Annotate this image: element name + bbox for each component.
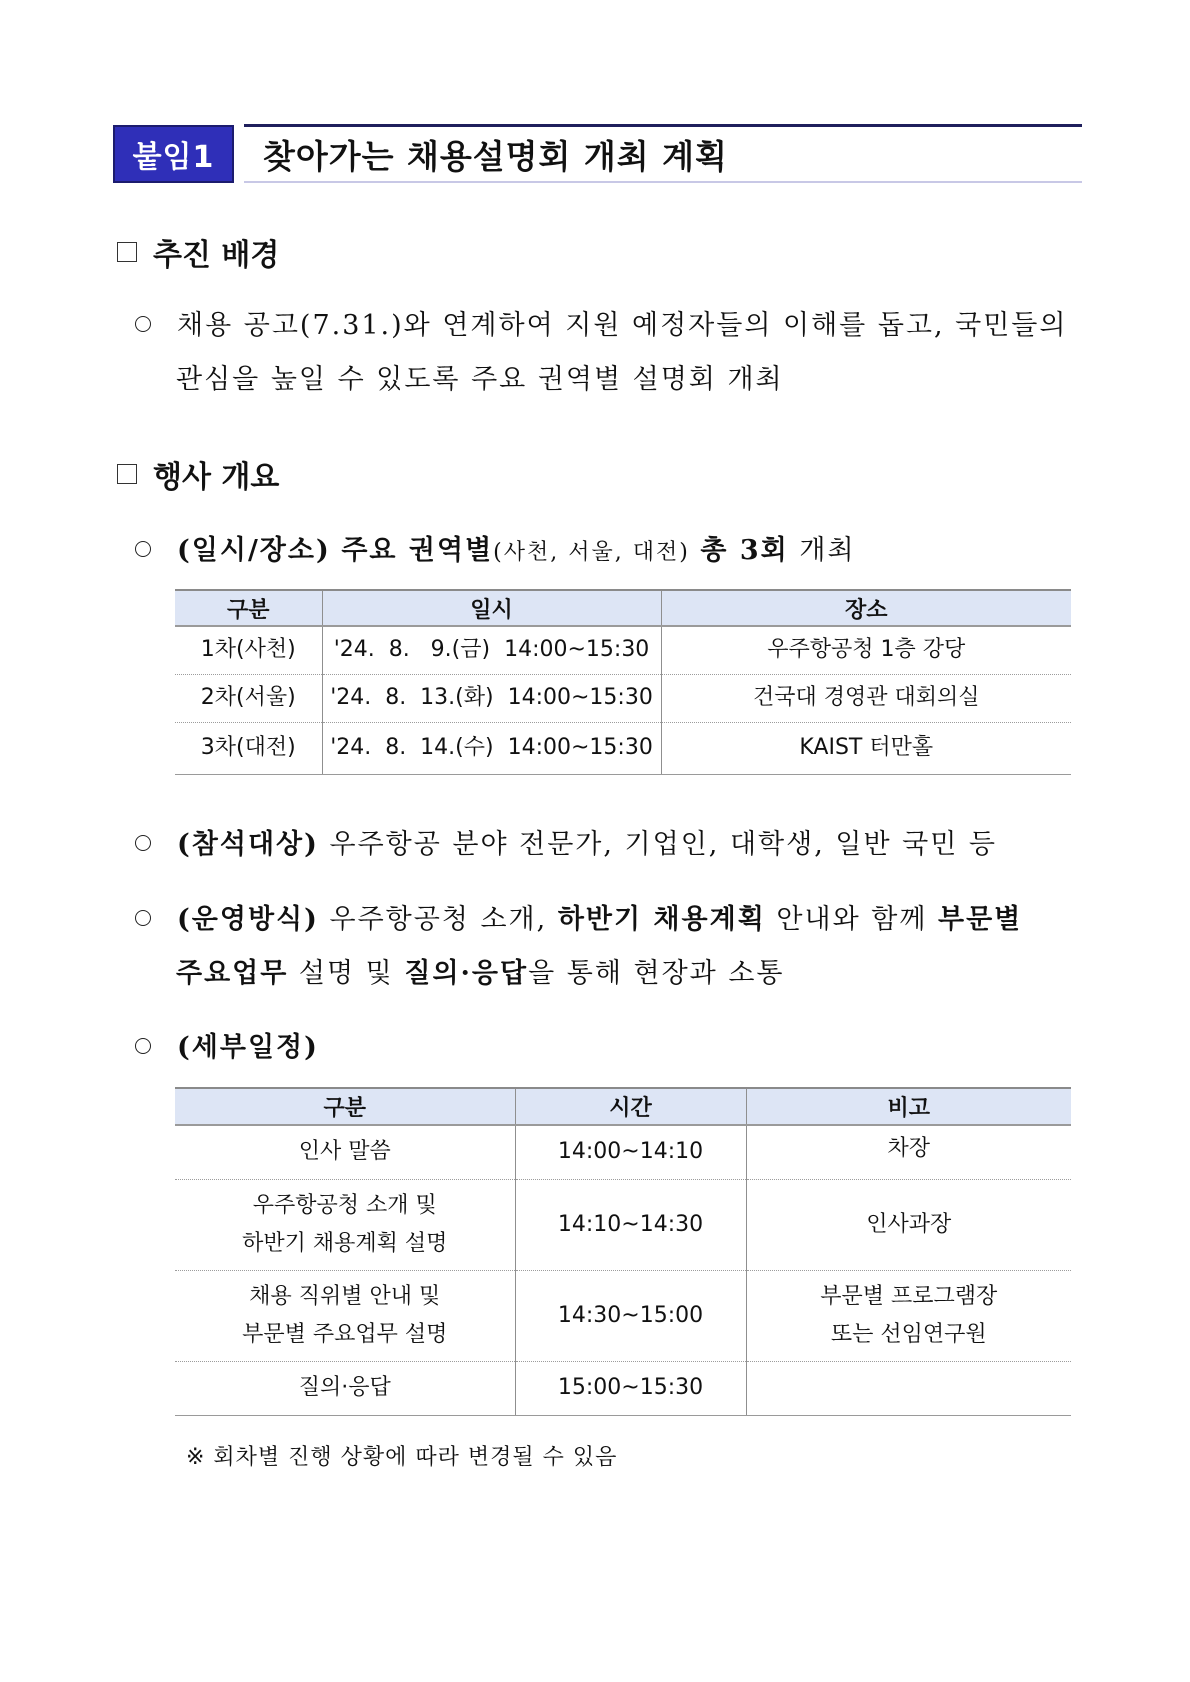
background-line-2: 관심을 높일 수 있도록 주요 권역별 설명회 개최 [176, 364, 784, 395]
table-row [175, 1179, 1071, 1270]
cell-line: 채용 직위별 안내 및 [249, 1283, 441, 1309]
table-header-row [175, 1088, 1071, 1125]
attachment-badge [113, 125, 234, 183]
schedule-bold-text: 주요 권역별 [341, 535, 494, 566]
operation-bold-1: 하반기 채용계획 [557, 904, 766, 935]
attendees-text: 우주항공 분야 전문가, 기업인, 대학생, 일반 국민 등 [329, 829, 997, 860]
operation-text-2: 안내와 함께 [776, 904, 928, 935]
attendees-label: (참석대상) [177, 829, 319, 860]
section-heading-text: 추진 배경 [153, 238, 280, 273]
table-cell: 인사과장 [746, 1179, 1071, 1270]
title-rule-top [244, 124, 1082, 127]
detail-schedule-label: (세부일정) [177, 1032, 319, 1063]
detail-schedule-bullet [135, 1025, 319, 1064]
table-cell: '24. 8. 14.(수) 14:00~15:30 [322, 722, 661, 774]
table-row [175, 722, 1071, 774]
table-cell: 1차(사천) [175, 626, 322, 674]
table-cell: '24. 8. 9.(금) 14:00~15:30 [322, 626, 661, 674]
table-cell: 질의·응답 [175, 1361, 515, 1415]
attendees-bullet [135, 822, 997, 861]
cell-line: 부문별 프로그램장 [820, 1283, 998, 1309]
schedule-count: 총 3회 [700, 535, 789, 566]
table-cell: 14:00~14:10 [515, 1125, 746, 1179]
operation-line-2 [176, 951, 785, 990]
operation-bold-4: 질의·응답 [404, 958, 529, 989]
schedule-regions: (사천, 서울, 대전) [493, 540, 690, 565]
attachment-badge-label: 붙임1 [132, 140, 215, 175]
circle-bullet-icon [135, 835, 151, 851]
checkbox-square-icon [117, 242, 137, 262]
schedule-label: (일시/장소) [177, 535, 331, 566]
table-header-row [175, 590, 1071, 626]
header-cell: 구분 [175, 1088, 515, 1125]
table-row [175, 1361, 1071, 1415]
table-row [175, 626, 1071, 674]
header-cell: 장소 [661, 590, 1071, 626]
header-cell: 비고 [746, 1088, 1071, 1125]
section-heading-background [117, 230, 279, 274]
operation-text-1: 우주항공청 소개, [329, 904, 548, 935]
circle-bullet-icon [135, 910, 151, 926]
title-rule-bottom [244, 181, 1082, 183]
table-cell [746, 1270, 1071, 1361]
table-cell: '24. 8. 13.(화) 14:00~15:30 [322, 674, 661, 722]
table-cell: 인사 말씀 [175, 1125, 515, 1179]
footnote: ※ 회차별 진행 상황에 따라 변경될 수 있음 [186, 1445, 618, 1470]
operation-bullet [135, 897, 1022, 936]
table-cell: 14:10~14:30 [515, 1179, 746, 1270]
table-row [175, 1270, 1071, 1361]
table-cell: 차장 [746, 1125, 1071, 1179]
circle-bullet-icon [135, 541, 151, 557]
table-cell: 2차(서울) [175, 674, 322, 722]
table-cell [175, 1179, 515, 1270]
table-cell: 우주항공청 1층 강당 [661, 626, 1071, 674]
background-line-1: 채용 공고(7.31.)와 연계하여 지원 예정자들의 이해를 돕고, 국민들의 [177, 310, 1068, 341]
cell-line: 부문별 주요업무 설명 [242, 1321, 448, 1347]
venue-table [175, 589, 1071, 775]
circle-bullet-icon [135, 1038, 151, 1054]
page-title: 찾아가는 채용설명회 개최 계획 [263, 137, 728, 176]
schedule-bullet [135, 528, 856, 567]
table-cell: 건국대 경영관 대회의실 [661, 674, 1071, 722]
table-cell: 14:30~15:00 [515, 1270, 746, 1361]
table-cell [746, 1361, 1071, 1415]
cell-line: 또는 선임연구원 [830, 1321, 987, 1347]
section-heading-overview [117, 452, 279, 496]
section-heading-text: 행사 개요 [153, 460, 280, 495]
checkbox-square-icon [117, 464, 137, 484]
operation-text-4: 을 통해 현장과 소통 [528, 958, 785, 989]
header-cell: 시간 [515, 1088, 746, 1125]
operation-label: (운영방식) [177, 904, 319, 935]
background-bullet [135, 303, 1067, 342]
operation-bold-3: 주요업무 [176, 958, 289, 989]
cell-line: 우주항공청 소개 및 [252, 1192, 437, 1218]
cell-line: 하반기 채용계획 설명 [242, 1230, 448, 1256]
header-cell: 구분 [175, 590, 322, 626]
detail-schedule-table [175, 1087, 1071, 1416]
table-row [175, 1125, 1071, 1179]
table-cell [175, 1270, 515, 1361]
table-cell: 3차(대전) [175, 722, 322, 774]
table-row [175, 674, 1071, 722]
operation-bold-2: 부문별 [938, 904, 1023, 935]
table-cell: KAIST 터만홀 [661, 722, 1071, 774]
circle-bullet-icon [135, 316, 151, 332]
header-cell: 일시 [322, 590, 661, 626]
table-cell: 15:00~15:30 [515, 1361, 746, 1415]
operation-text-3: 설명 및 [298, 958, 394, 989]
schedule-tail: 개최 [799, 535, 856, 566]
